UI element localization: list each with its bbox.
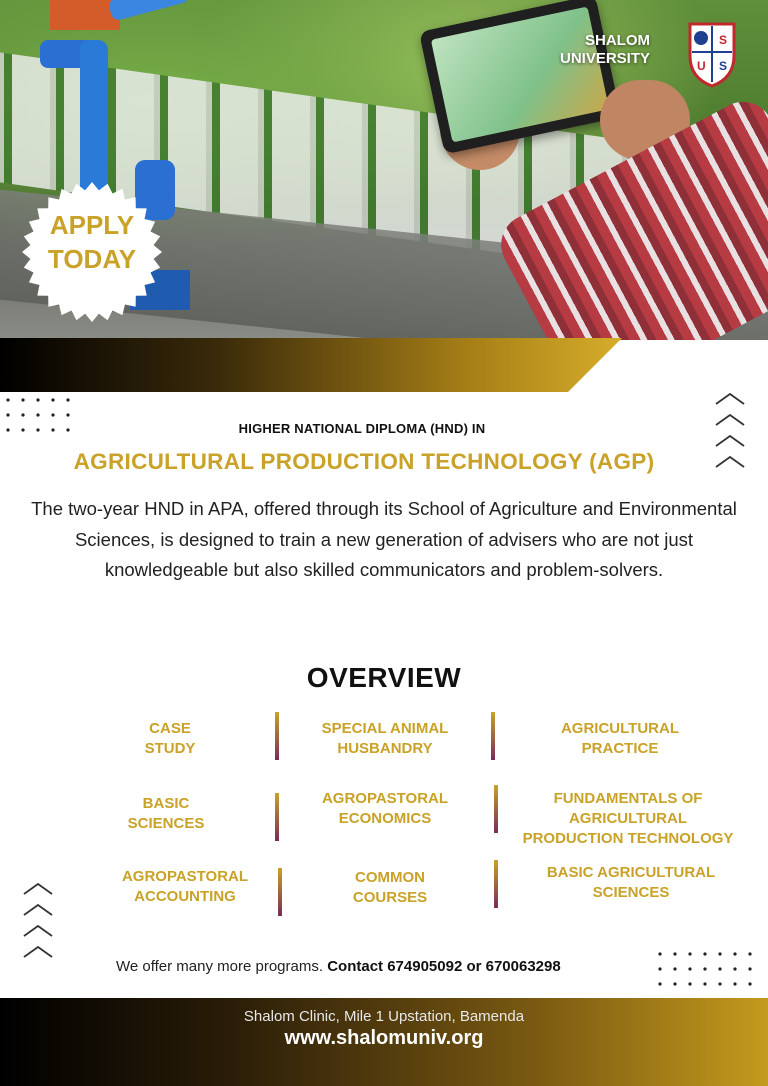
university-brand	[560, 32, 650, 68]
overview-item-basic-agricultural-sciences	[520, 863, 742, 903]
program-title: AGRICULTURAL PRODUCTION TECHNOLOGY (AGP)	[73, 449, 655, 474]
dot	[673, 967, 676, 970]
dot	[21, 413, 24, 416]
overview-item-case-study	[90, 719, 250, 759]
dot	[733, 952, 736, 955]
crest-letter-s1: S	[719, 33, 728, 47]
apply-today-badge-text[interactable]	[22, 208, 162, 276]
item-line: ECONOMICS	[338, 810, 432, 827]
overview-item-agricultural-practice	[520, 719, 720, 759]
divider-bar	[491, 712, 495, 760]
chevron-up-icon	[24, 905, 52, 915]
dot	[733, 967, 736, 970]
overview-item-common-courses	[300, 868, 480, 908]
dot	[36, 398, 39, 401]
item-line: SCIENCES	[127, 815, 205, 832]
dot	[688, 967, 691, 970]
overview-item-fundamentals-apt	[508, 789, 748, 849]
item-line: AGROPASTORAL	[121, 868, 249, 885]
dot	[6, 413, 9, 416]
contact-line	[116, 958, 561, 975]
overview-item-agropastoral-accounting	[100, 867, 270, 907]
divider-bar	[494, 785, 498, 833]
university-crest-icon	[686, 20, 738, 88]
chevron-up-icon	[24, 947, 52, 957]
item-line: BASIC AGRICULTURAL	[546, 864, 716, 881]
dot	[703, 967, 706, 970]
dot	[673, 952, 676, 955]
badge-line2: TODAY	[47, 244, 137, 274]
dot	[66, 413, 69, 416]
item-line: ACCOUNTING	[134, 888, 236, 905]
dot	[703, 952, 706, 955]
contact-lead: We offer many more programs.	[116, 958, 324, 975]
dot	[733, 982, 736, 985]
item-line: AGRICULTURAL	[560, 720, 680, 737]
item-line: AGROPASTORAL	[321, 790, 449, 807]
dot	[21, 398, 24, 401]
item-line: AGRICULTURAL	[568, 810, 688, 827]
dot	[703, 982, 706, 985]
dot	[748, 967, 751, 970]
dot	[718, 967, 721, 970]
hero-image	[0, 0, 768, 340]
footer-address: Shalom Clinic, Mile 1 Upstation, Bamenda	[243, 1008, 525, 1025]
program-subtitle: HIGHER NATIONAL DIPLOMA (HND) IN	[238, 421, 486, 436]
dot	[688, 982, 691, 985]
chevron-up-icon	[24, 884, 52, 894]
item-line: COMMON	[355, 869, 425, 886]
divider-bar	[275, 712, 279, 760]
item-line: HUSBANDRY	[337, 740, 433, 757]
dot	[748, 982, 751, 985]
dot	[658, 967, 661, 970]
badge-line1: APPLY	[49, 210, 135, 240]
item-line: STUDY	[144, 740, 196, 757]
contact-numbers[interactable]: Contact 674905092 or 670063298	[327, 958, 561, 975]
chevron-up-icon	[24, 926, 52, 936]
tablet-screen	[431, 7, 609, 143]
header-gradient-band	[0, 338, 768, 392]
dot	[51, 398, 54, 401]
item-line: PRODUCTION TECHNOLOGY	[522, 830, 734, 847]
item-line: PRACTICE	[581, 740, 659, 757]
dot	[658, 952, 661, 955]
dot	[673, 982, 676, 985]
item-line: BASIC	[142, 795, 190, 812]
divider-bar	[494, 860, 498, 908]
divider-bar	[278, 868, 282, 916]
chevron-up-icon	[20, 880, 56, 970]
dot	[66, 398, 69, 401]
footer-website-link[interactable]: www.shalomuniv.org	[284, 1027, 484, 1049]
dot	[748, 952, 751, 955]
overview-item-special-animal-husbandry	[290, 719, 480, 759]
dot-grid	[656, 950, 764, 992]
item-line: FUNDAMENTALS OF	[553, 790, 703, 807]
item-line: SCIENCES	[592, 884, 670, 901]
dot	[51, 413, 54, 416]
dot	[6, 398, 9, 401]
dot	[658, 982, 661, 985]
item-line: COURSES	[352, 889, 428, 906]
brand-line2: UNIVERSITY	[560, 50, 651, 67]
chevron-up-icon	[716, 436, 744, 446]
tablet	[419, 0, 621, 154]
item-line: CASE	[149, 720, 191, 737]
dot	[36, 413, 39, 416]
dot	[688, 952, 691, 955]
item-line: SPECIAL ANIMAL	[321, 720, 449, 737]
overview-item-basic-sciences	[86, 794, 246, 834]
chevron-up-icon	[716, 394, 744, 404]
crest-letter-u: U	[697, 59, 706, 73]
dot	[718, 982, 721, 985]
overview-heading: OVERVIEW	[306, 662, 462, 693]
brand-line1: SHALOM	[585, 32, 651, 49]
divider-bar	[275, 793, 279, 841]
overview-item-agropastoral-economics	[290, 789, 480, 829]
program-description: The two-year HND in APA, offered through its School of Agriculture and Environmental Sciences, is designed to train a new generation of advisers who are not just knowledgeable but also skilled communicators and problem-solvers.	[31, 498, 737, 580]
dot	[718, 952, 721, 955]
crest-letter-s2: S	[719, 59, 728, 73]
